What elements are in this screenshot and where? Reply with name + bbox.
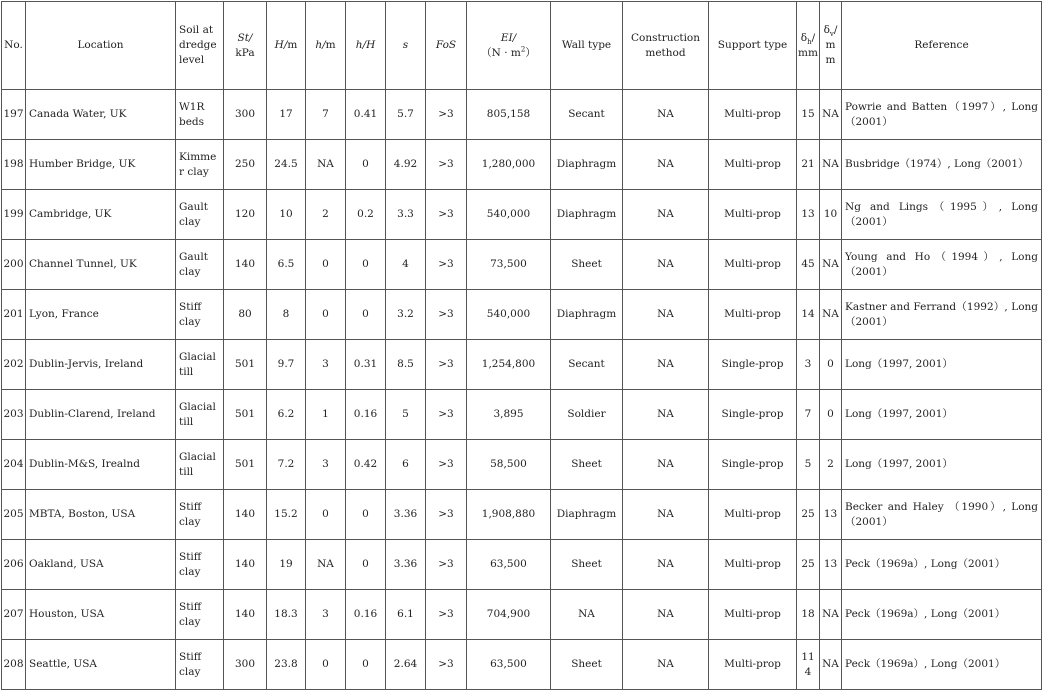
table-row <box>2 440 1042 490</box>
cell-h: 2 <box>306 190 346 240</box>
cell-support: Multi-prop <box>709 190 797 240</box>
cell-wall: NA <box>551 590 623 640</box>
cell-no: 204 <box>2 440 26 490</box>
cell-H: 6.2 <box>267 390 306 440</box>
cell-s: 6.1 <box>386 590 426 640</box>
cell-dv: NA <box>820 640 842 690</box>
cell-s: 4 <box>386 240 426 290</box>
cell-fos: >3 <box>426 440 467 490</box>
cell-wall: Diaphragm <box>551 190 623 240</box>
header-ei <box>467 2 551 90</box>
table-body <box>2 90 1042 690</box>
cell-wall: Sheet <box>551 440 623 490</box>
cell-reference: Young and Ho（1994）, Long（2001） <box>842 240 1042 290</box>
header-reference: Reference <box>842 2 1042 90</box>
cell-no: 202 <box>2 340 26 390</box>
cell-s: 8.5 <box>386 340 426 390</box>
header-dv-slash: / <box>833 24 838 36</box>
cell-support: Single-prop <box>709 390 797 440</box>
cell-dv: 2 <box>820 440 842 490</box>
cell-dv: NA <box>820 90 842 140</box>
cell-location: Channel Tunnel, UK <box>26 240 176 290</box>
cell-location: MBTA, Boston, USA <box>26 490 176 540</box>
cell-st: 140 <box>224 490 267 540</box>
header-dh-sub: h <box>807 37 812 46</box>
cell-H: 9.7 <box>267 340 306 390</box>
cell-dv: NA <box>820 590 842 640</box>
cell-dv: 0 <box>820 390 842 440</box>
cell-h: NA <box>306 140 346 190</box>
table-row <box>2 190 1042 240</box>
cell-s: 6 <box>386 440 426 490</box>
cell-wall: Sheet <box>551 640 623 690</box>
cell-h: 7 <box>306 90 346 140</box>
header-construction: Construction method <box>623 2 709 90</box>
table-row <box>2 340 1042 390</box>
cell-s: 3.2 <box>386 290 426 340</box>
header-dh-delta: δ <box>800 31 808 44</box>
cell-dh: 5 <box>797 440 820 490</box>
cell-H: 18.3 <box>267 590 306 640</box>
cell-support: Single-prop <box>709 340 797 390</box>
cell-H: 23.8 <box>267 640 306 690</box>
cell-soil: Stiff clay <box>176 290 224 340</box>
table-row <box>2 640 1042 690</box>
cell-location: Oakland, USA <box>26 540 176 590</box>
cell-construction: NA <box>623 440 709 490</box>
cell-st: 250 <box>224 140 267 190</box>
cell-dh: 25 <box>797 490 820 540</box>
cell-location: Lyon, France <box>26 290 176 340</box>
cell-H: 8 <box>267 290 306 340</box>
cell-reference: Becker and Haley （1990）, Long（2001） <box>842 490 1042 540</box>
cell-hH: 0.16 <box>346 590 386 640</box>
cell-hH: 0.42 <box>346 440 386 490</box>
cell-location: Seattle, USA <box>26 640 176 690</box>
cell-dh: 25 <box>797 540 820 590</box>
cell-ei: 540,000 <box>467 190 551 240</box>
cell-wall: Diaphragm <box>551 140 623 190</box>
cell-soil: Glacial till <box>176 340 224 390</box>
cell-fos: >3 <box>426 240 467 290</box>
header-dh <box>797 2 820 90</box>
cell-st: 300 <box>224 90 267 140</box>
header-dh-unit: mm <box>798 46 818 59</box>
header-h <box>306 2 346 90</box>
cell-hH: 0 <box>346 540 386 590</box>
header-h-unit: m <box>325 39 336 51</box>
cell-H: 19 <box>267 540 306 590</box>
cell-wall: Diaphragm <box>551 490 623 540</box>
cell-construction: NA <box>623 340 709 390</box>
cell-support: Multi-prop <box>709 640 797 690</box>
cell-hH: 0 <box>346 140 386 190</box>
cell-ei: 805,158 <box>467 90 551 140</box>
cell-construction: NA <box>623 240 709 290</box>
cell-fos: >3 <box>426 540 467 590</box>
cell-location: Canada Water, UK <box>26 90 176 140</box>
cell-ei: 704,900 <box>467 590 551 640</box>
cell-construction: NA <box>623 540 709 590</box>
cell-h: NA <box>306 540 346 590</box>
cell-ei: 58,500 <box>467 440 551 490</box>
cell-fos: >3 <box>426 640 467 690</box>
cell-soil: Stiff clay <box>176 590 224 640</box>
cell-wall: Sheet <box>551 540 623 590</box>
cell-support: Multi-prop <box>709 90 797 140</box>
cell-ei: 73,500 <box>467 240 551 290</box>
cell-location: Humber Bridge, UK <box>26 140 176 190</box>
table-row <box>2 540 1042 590</box>
cell-wall: Sheet <box>551 240 623 290</box>
cell-construction: NA <box>623 190 709 240</box>
cell-st: 140 <box>224 240 267 290</box>
cell-dh: 15 <box>797 90 820 140</box>
cell-no: 199 <box>2 190 26 240</box>
header-st <box>224 2 267 90</box>
cell-dh: 3 <box>797 340 820 390</box>
cell-fos: >3 <box>426 140 467 190</box>
cell-dv: 13 <box>820 490 842 540</box>
cell-construction: NA <box>623 490 709 540</box>
cell-support: Multi-prop <box>709 540 797 590</box>
cell-ei: 1,908,880 <box>467 490 551 540</box>
header-ei-label: EI/ <box>500 31 517 44</box>
cell-construction: NA <box>623 290 709 340</box>
cell-location: Houston, USA <box>26 590 176 640</box>
cell-location: Dublin-Clarend, Ireland <box>26 390 176 440</box>
cell-hH: 0 <box>346 290 386 340</box>
cell-H: 7.2 <box>267 440 306 490</box>
cell-location: Dublin-M&S, Irealnd <box>26 440 176 490</box>
cell-H: 6.5 <box>267 240 306 290</box>
cell-construction: NA <box>623 390 709 440</box>
cell-wall: Soldier <box>551 390 623 440</box>
cell-reference: Ng and Lings（1995）, Long（2001） <box>842 190 1042 240</box>
cell-hH: 0.16 <box>346 390 386 440</box>
cell-no: 201 <box>2 290 26 340</box>
header-st-label: St/ <box>237 31 253 44</box>
cell-ei: 540,000 <box>467 290 551 340</box>
cell-wall: Secant <box>551 340 623 390</box>
header-location: Location <box>26 2 176 90</box>
cell-st: 80 <box>224 290 267 340</box>
cell-reference: Powrie and Batten（1997）, Long（2001） <box>842 90 1042 140</box>
table-row <box>2 490 1042 540</box>
cell-hH: 0.2 <box>346 190 386 240</box>
cell-H: 15.2 <box>267 490 306 540</box>
header-ei-unit-sup: 2 <box>520 45 526 53</box>
header-row <box>2 2 1042 90</box>
cell-no: 197 <box>2 90 26 140</box>
cell-dv: 13 <box>820 540 842 590</box>
cell-no: 207 <box>2 590 26 640</box>
header-dv-sub: v <box>829 30 834 39</box>
cell-reference: Long（1997, 2001） <box>842 340 1042 390</box>
cell-dh: 14 <box>797 290 820 340</box>
cell-hH: 0 <box>346 240 386 290</box>
cell-H: 17 <box>267 90 306 140</box>
cell-fos: >3 <box>426 290 467 340</box>
cell-reference: Busbridge（1974）, Long（2001） <box>842 140 1042 190</box>
cell-fos: >3 <box>426 90 467 140</box>
cell-construction: NA <box>623 90 709 140</box>
cell-soil: W1R beds <box>176 90 224 140</box>
header-wall-type: Wall type <box>551 2 623 90</box>
cell-soil: Stiff clay <box>176 640 224 690</box>
cell-no: 206 <box>2 540 26 590</box>
cell-h: 0 <box>306 290 346 340</box>
cell-st: 501 <box>224 340 267 390</box>
cell-support: Multi-prop <box>709 590 797 640</box>
table-row <box>2 290 1042 340</box>
cell-construction: NA <box>623 590 709 640</box>
cell-s: 5 <box>386 390 426 440</box>
cell-ei: 1,280,000 <box>467 140 551 190</box>
cell-soil: Stiff clay <box>176 540 224 590</box>
cell-soil: Stiff clay <box>176 490 224 540</box>
header-no: No. <box>2 2 26 90</box>
table-row <box>2 390 1042 440</box>
cell-h: 0 <box>306 490 346 540</box>
cell-dv: NA <box>820 140 842 190</box>
cell-dh: 18 <box>797 590 820 640</box>
cell-reference: Peck（1969a）, Long（2001） <box>842 540 1042 590</box>
cell-h: 3 <box>306 590 346 640</box>
cell-reference: Kastner and Ferrand（1992）, Long（2001） <box>842 290 1042 340</box>
cell-no: 200 <box>2 240 26 290</box>
cell-soil: Glacial till <box>176 440 224 490</box>
cell-no: 198 <box>2 140 26 190</box>
cell-s: 3.3 <box>386 190 426 240</box>
cell-h: 0 <box>306 240 346 290</box>
header-support: Support type <box>709 2 797 90</box>
cell-soil: Glacial till <box>176 390 224 440</box>
cell-reference: Long（1997, 2001） <box>842 390 1042 440</box>
header-fos: FoS <box>426 2 467 90</box>
cell-construction: NA <box>623 140 709 190</box>
cell-wall: Diaphragm <box>551 290 623 340</box>
cell-location: Cambridge, UK <box>26 190 176 240</box>
cell-s: 5.7 <box>386 90 426 140</box>
cell-no: 203 <box>2 390 26 440</box>
cell-dh: 114 <box>797 640 820 690</box>
cell-hH: 0.31 <box>346 340 386 390</box>
case-history-table <box>1 1 1042 690</box>
cell-st: 140 <box>224 590 267 640</box>
cell-fos: >3 <box>426 390 467 440</box>
cell-dv: NA <box>820 290 842 340</box>
cell-fos: >3 <box>426 340 467 390</box>
table-row <box>2 240 1042 290</box>
cell-fos: >3 <box>426 490 467 540</box>
cell-st: 501 <box>224 440 267 490</box>
header-hH: h/H <box>346 2 386 90</box>
header-st-unit: kPa <box>235 46 255 59</box>
cell-ei: 1,254,800 <box>467 340 551 390</box>
cell-s: 2.64 <box>386 640 426 690</box>
cell-reference: Peck（1969a）, Long（2001） <box>842 640 1042 690</box>
table-row <box>2 590 1042 640</box>
cell-dh: 45 <box>797 240 820 290</box>
cell-ei: 63,500 <box>467 540 551 590</box>
cell-support: Single-prop <box>709 440 797 490</box>
header-soil: Soil at dredge level <box>176 2 224 90</box>
cell-fos: >3 <box>426 190 467 240</box>
cell-H: 10 <box>267 190 306 240</box>
cell-dh: 21 <box>797 140 820 190</box>
header-H-unit: m <box>287 39 298 51</box>
cell-h: 3 <box>306 340 346 390</box>
cell-support: Multi-prop <box>709 290 797 340</box>
cell-hH: 0.41 <box>346 90 386 140</box>
header-ei-unit-pre: （N · m <box>481 46 521 59</box>
cell-st: 120 <box>224 190 267 240</box>
cell-soil: Gault clay <box>176 240 224 290</box>
table-row <box>2 90 1042 140</box>
header-dh-slash: / <box>811 31 816 44</box>
cell-h: 0 <box>306 640 346 690</box>
cell-no: 205 <box>2 490 26 540</box>
cell-ei: 3,895 <box>467 390 551 440</box>
cell-st: 300 <box>224 640 267 690</box>
header-H <box>267 2 306 90</box>
cell-hH: 0 <box>346 640 386 690</box>
cell-dv: NA <box>820 240 842 290</box>
cell-h: 1 <box>306 390 346 440</box>
cell-construction: NA <box>623 640 709 690</box>
cell-dh: 13 <box>797 190 820 240</box>
header-s: s <box>386 2 426 90</box>
cell-soil: Kimmer clay <box>176 140 224 190</box>
cell-support: Multi-prop <box>709 240 797 290</box>
cell-H: 24.5 <box>267 140 306 190</box>
header-dv <box>820 2 842 90</box>
cell-fos: >3 <box>426 590 467 640</box>
cell-s: 3.36 <box>386 540 426 590</box>
cell-dv: 0 <box>820 340 842 390</box>
header-dv-unit: mm <box>825 39 836 66</box>
cell-reference: Long（1997, 2001） <box>842 440 1042 490</box>
cell-reference: Peck（1969a）, Long（2001） <box>842 590 1042 640</box>
cell-h: 3 <box>306 440 346 490</box>
cell-s: 3.36 <box>386 490 426 540</box>
table-row <box>2 140 1042 190</box>
cell-support: Multi-prop <box>709 490 797 540</box>
header-h-label: h/ <box>315 39 326 51</box>
header-ei-unit-post: ） <box>525 46 536 59</box>
header-H-label: H/ <box>274 39 288 51</box>
cell-st: 501 <box>224 390 267 440</box>
cell-s: 4.92 <box>386 140 426 190</box>
cell-dv: 10 <box>820 190 842 240</box>
cell-location: Dublin-Jervis, Ireland <box>26 340 176 390</box>
cell-wall: Secant <box>551 90 623 140</box>
cell-soil: Gault clay <box>176 190 224 240</box>
cell-st: 140 <box>224 540 267 590</box>
cell-hH: 0 <box>346 490 386 540</box>
cell-no: 208 <box>2 640 26 690</box>
cell-ei: 63,500 <box>467 640 551 690</box>
cell-support: Multi-prop <box>709 140 797 190</box>
header-dv-delta: δ <box>823 24 830 36</box>
cell-dh: 7 <box>797 390 820 440</box>
